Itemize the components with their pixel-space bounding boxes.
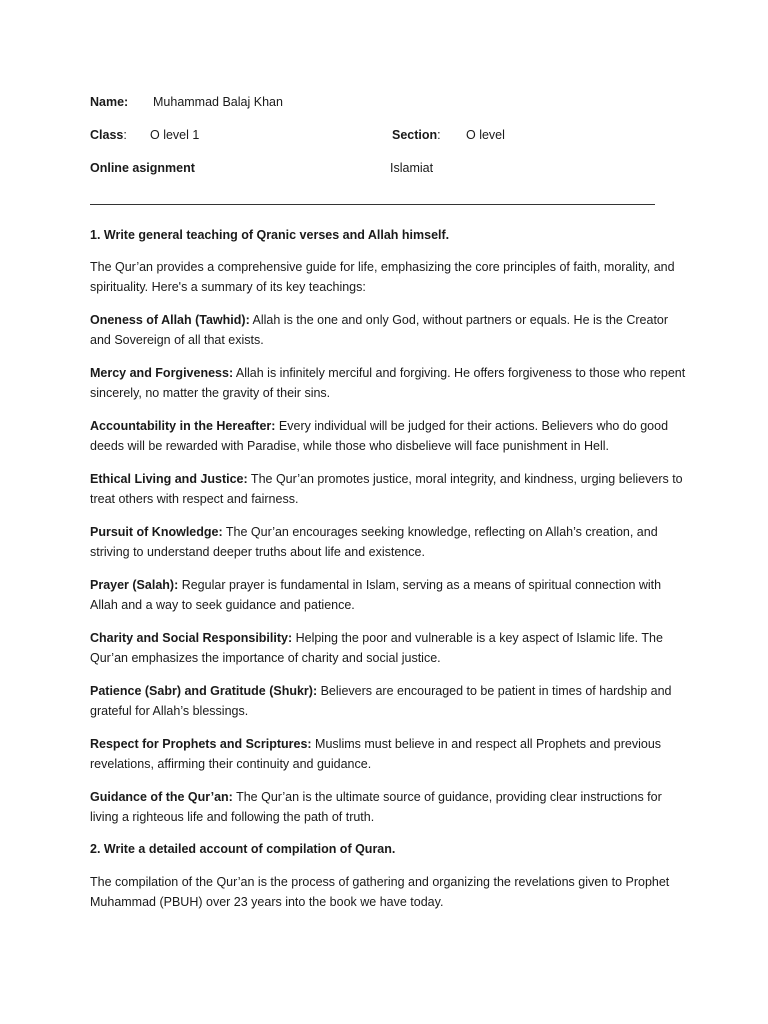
- teaching-text: Allah is infinitely merciful and forgiving. He offers forgiveness to those who repent sincerely, no matter the gravity of their sins.: [90, 366, 686, 400]
- teaching-term: Respect for Prophets and Scriptures:: [90, 737, 312, 751]
- section-label-group: [392, 128, 441, 142]
- teaching-term: Mercy and Forgiveness:: [90, 366, 234, 380]
- teaching-text: Helping the poor and vulnerable is a key aspect of Islamic life. The Qur’an emphasizes the importance of charity and social justice.: [90, 631, 663, 665]
- teaching-text: The Qur’an promotes justice, moral integrity, and kindness, urging believers to treat others with respect and fairness.: [90, 472, 683, 506]
- section-colon: :: [437, 128, 441, 142]
- teaching-charity: [90, 629, 690, 668]
- teaching-text: Every individual will be judged for their actions. Believers who do good deeds will be rewarded with Paradise, while those who disbelieve will face punishment in Hell.: [90, 419, 669, 453]
- teaching-term: Guidance of the Qur’an:: [90, 790, 233, 804]
- teaching-term: Patience (Sabr) and Gratitude (Shukr):: [90, 684, 318, 698]
- teaching-patience: [90, 682, 690, 721]
- question-2-heading: 2. Write a detailed account of compilation of Quran.: [90, 842, 396, 856]
- teaching-prayer: [90, 576, 690, 615]
- teaching-text: Regular prayer is fundamental in Islam, serving as a means of spiritual connection with Allah and a way to seek guidance and patience.: [90, 578, 662, 612]
- teaching-text: Allah is the one and only God, without partners or equals. He is the Creator and Sovereign of all that exists.: [90, 313, 669, 347]
- teaching-term: Accountability in the Hereafter:: [90, 419, 276, 433]
- teaching-term: Ethical Living and Justice:: [90, 472, 248, 486]
- teaching-oneness: [90, 311, 690, 350]
- intro-paragraph: The Qur’an provides a comprehensive guide for life, emphasizing the core principles of faith, morality, and spirituality. Here's a summary of its key teachings:: [90, 260, 675, 294]
- compilation-paragraph: The compilation of the Qur’an is the process of gathering and organizing the revelations given to Prophet Muhammad (PBUH) over 23 years into the book we have today.: [90, 875, 670, 909]
- teaching-text: The Qur’an encourages seeking knowledge, reflecting on Allah’s creation, and striving to understand deeper truths about life and existence.: [90, 525, 658, 559]
- class-label-group: [90, 128, 127, 142]
- class-value: O level 1: [150, 128, 200, 142]
- subject-value: Islamiat: [390, 161, 434, 175]
- separator-rule: [90, 204, 655, 205]
- teaching-ethics: [90, 470, 690, 509]
- teaching-term: Charity and Social Responsibility:: [90, 631, 293, 645]
- online-assignment-label: Online asignment: [90, 161, 195, 175]
- teaching-prophets: [90, 735, 690, 774]
- teaching-term: Pursuit of Knowledge:: [90, 525, 223, 539]
- teaching-text: The Qur’an is the ultimate source of guidance, providing clear instructions for living a righteous life and following the path of truth.: [90, 790, 662, 824]
- teaching-knowledge: [90, 523, 690, 562]
- name-label: Name:: [90, 95, 129, 109]
- question-1-heading: 1. Write general teaching of Qranic verses and Allah himself.: [90, 228, 450, 242]
- teaching-text: Believers are encouraged to be patient in times of hardship and grateful for Allah’s blessings.: [90, 684, 672, 718]
- teaching-text: Muslims must believe in and respect all Prophets and previous revelations, affirming their continuity and guidance.: [90, 737, 662, 771]
- teaching-accountability: [90, 417, 690, 456]
- teaching-term: Oneness of Allah (Tawhid):: [90, 313, 250, 327]
- name-value: Muhammad Balaj Khan: [153, 95, 283, 109]
- teaching-mercy: [90, 364, 690, 403]
- section-value: O level: [466, 128, 505, 142]
- section-label: Section: [392, 128, 438, 142]
- teaching-term: Prayer (Salah):: [90, 578, 179, 592]
- teaching-guidance: [90, 788, 690, 827]
- class-label: Class: [90, 128, 124, 142]
- class-colon: :: [123, 128, 127, 142]
